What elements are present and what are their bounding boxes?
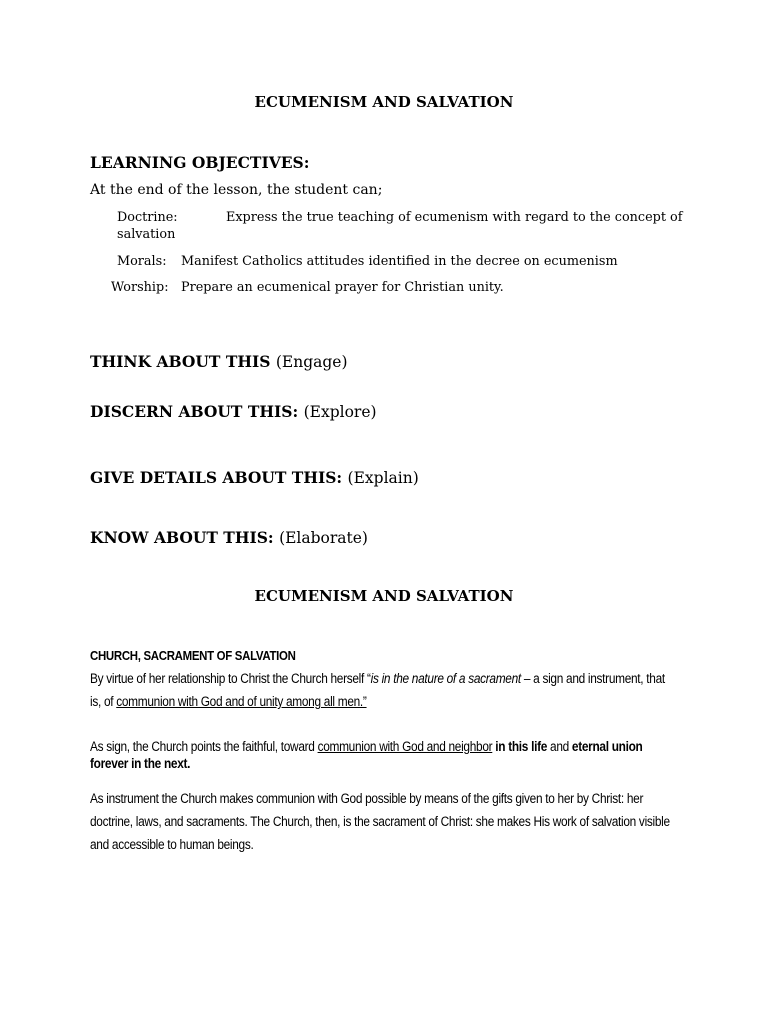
- p2-text-d: and: [547, 739, 572, 754]
- think-heading: [90, 352, 348, 371]
- worship-label: Worship:: [111, 280, 169, 295]
- doctrine-text-cont: salvation: [117, 227, 176, 242]
- paragraph-1-line-1: [90, 671, 665, 686]
- know-label: KNOW ABOUT THIS:: [90, 528, 274, 547]
- p1-text-c: – a sign and instrument, that: [520, 671, 665, 686]
- paragraph-1-line-2: [90, 694, 367, 709]
- p2-text-e: eternal union: [571, 739, 643, 754]
- paragraph-3-line-1: As instrument the Church makes communion with God possible by means of the gifts given to her by Christ: her: [90, 791, 644, 806]
- p2-text-b: communion with God and neighbor: [317, 739, 493, 754]
- church-heading: CHURCH, SACRAMENT OF SALVATION: [90, 648, 296, 663]
- discern-label: DISCERN ABOUT THIS:: [90, 402, 299, 421]
- give-label: GIVE DETAILS ABOUT THIS:: [90, 468, 343, 487]
- think-paren: (Engage): [275, 353, 348, 371]
- worship-text: Prepare an ecumenical prayer for Christian unity.: [181, 280, 504, 295]
- p2-text-a: As sign, the Church points the faithful, toward: [90, 739, 318, 754]
- p1-text-a: By virtue of her relationship to Christ the Church herself “: [90, 671, 371, 686]
- objectives-intro: At the end of the lesson, the student can;: [90, 182, 383, 198]
- paragraph-3-line-3: and accessible to human beings.: [90, 837, 254, 852]
- doctrine-text: Express the true teaching of ecumenism with regard to the concept of: [226, 210, 683, 225]
- learning-objectives-heading: LEARNING OBJECTIVES:: [90, 153, 310, 172]
- give-paren: (Explain): [347, 469, 419, 487]
- paragraph-3-line-2: doctrine, laws, and sacraments. The Church, then, is the sacrament of Christ: she makes His work of salvation visible: [90, 814, 670, 829]
- p2-text-c: in this life: [492, 739, 548, 754]
- p2-text-f: forever in the next.: [90, 756, 191, 771]
- paragraph-2-line-1: [90, 739, 643, 754]
- p1-text-b: is in the nature of a sacrament: [370, 671, 521, 686]
- p1-text-d: is, of: [90, 694, 117, 709]
- know-paren: (Elaborate): [279, 529, 368, 547]
- discern-heading: [90, 402, 377, 421]
- p1-text-e: communion with God and of unity among all men.”: [116, 694, 367, 709]
- discern-paren: (Explore): [303, 403, 377, 421]
- give-details-heading: [90, 468, 419, 487]
- section-title: ECUMENISM AND SALVATION: [254, 587, 514, 605]
- page-title: ECUMENISM AND SALVATION: [254, 93, 514, 111]
- think-label: THINK ABOUT THIS: [90, 352, 271, 371]
- morals-text: Manifest Catholics attitudes identified in the decree on ecumenism: [181, 254, 618, 269]
- know-heading: [90, 528, 368, 547]
- doctrine-label: Doctrine:: [117, 210, 178, 225]
- morals-label: Morals:: [117, 254, 167, 269]
